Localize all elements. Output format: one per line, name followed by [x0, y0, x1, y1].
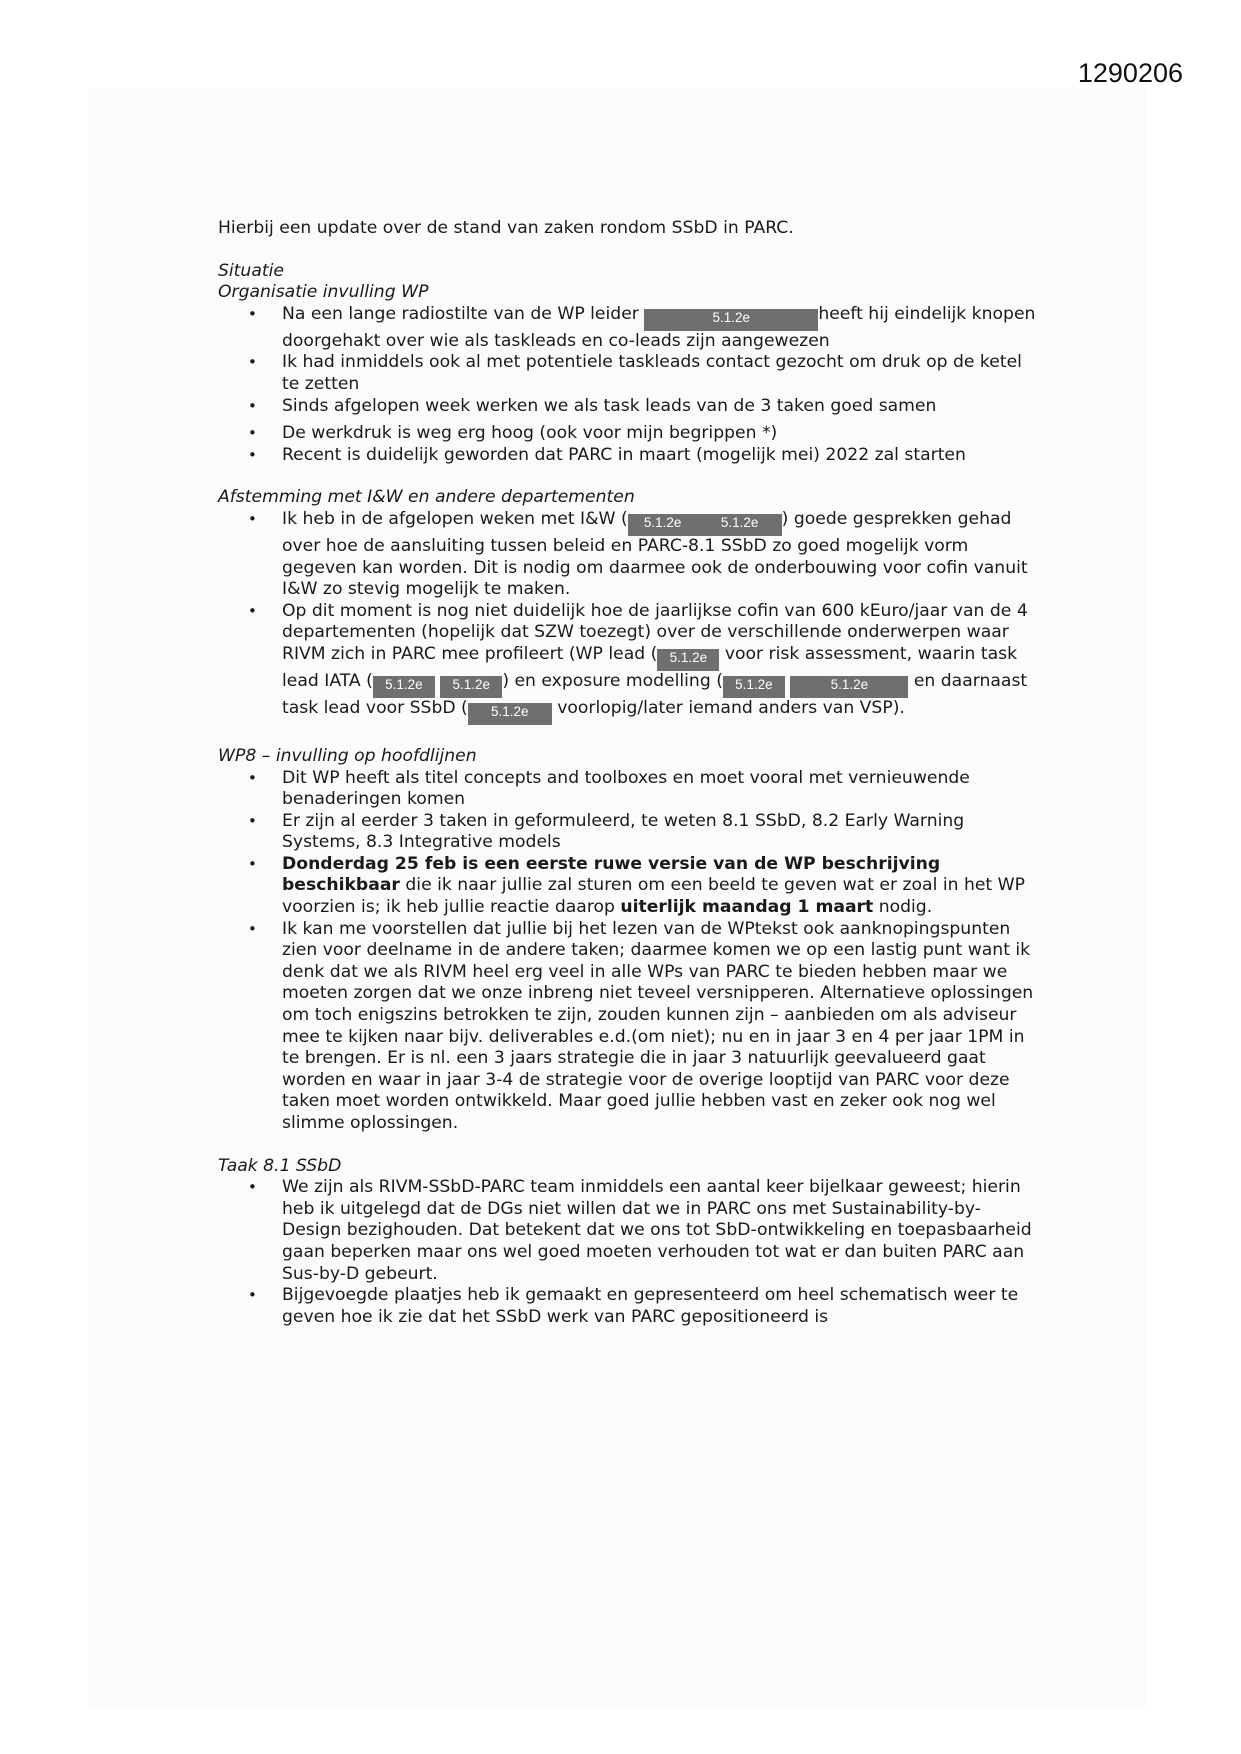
redaction-box: 5.1.2e [698, 514, 782, 536]
list-item: • Ik kan me voorstellen dat jullie bij het lezen van de WPtekst ook aanknopingspunten zien voor deelname in de andere taken; daarmee komen we op een lastig punt want ik denk dat we als RIVM heel erg veel in alle WPs van PARC te bieden hebben maar we moeten zorgen dat we onze inbreng niet teveel versnipperen. Alternatieve oplossingen om toch enigszins betrokken te zijn, zouden kunnen zijn – aanbieden om als adviseur mee te kijken naar bijv. deliverables e.d.(om niet); nu en in jaar 3 en 4 per jaar 1PM in te brengen. Er is nl. een 3 jaars strategie die in jaar 3 natuurlijk geevalueerd gaat worden en waar in jaar 3-4 de strategie voor de overige looptijd van PARC voor deze taken moet worden ontwikkeld. Maar goed jullie hebben vast en zeker ook nog wel slimme oplossingen. [282, 919, 1038, 1135]
redaction-box: 5.1.2e [723, 676, 785, 698]
list-item: • Donderdag 25 feb is een eerste ruwe versie van de WP beschrijving beschikbaar die ik naar jullie zal sturen om een beeld te geven wat er zoal in het WP voorzien is; ik heb jullie reactie daarop uiterlijk maandag 1 maart nodig. [282, 854, 1038, 919]
redaction-box: 5.1.2e [644, 309, 818, 331]
redaction-box: 5.1.2e [468, 703, 552, 725]
document-number: 1290206 [1077, 58, 1183, 88]
redaction-box: 5.1.2e [628, 514, 698, 536]
list-item: • Recent is duidelijk geworden dat PARC in maart (mogelijk mei) 2022 zal starten [282, 445, 1038, 467]
heading-wp8: WP8 – invulling op hoofdlijnen [218, 745, 477, 766]
heading-organisatie: Organisatie invulling WP [218, 282, 429, 303]
redaction-box: 5.1.2e [440, 676, 502, 698]
list-item: • Na een lange radiostilte van de WP leider 5.1.2e heeft hij eindelijk knopen doorgehakt over wie als taskleads en co-leads zijn aangewezen [282, 304, 1038, 353]
list-item: • Sinds afgelopen week werken we als task leads van de 3 taken goed samen [282, 396, 1038, 418]
wp8-list [218, 768, 1038, 1135]
list-item: • Dit WP heeft als titel concepts and toolboxes en moet vooral met vernieuwende benaderingen komen [282, 768, 1038, 811]
document-body [218, 218, 1038, 1328]
heading-taak81: Taak 8.1 SSbD [218, 1155, 342, 1176]
list-item: • We zijn als RIVM-SSbD-PARC team inmiddels een aantal keer bijelkaar geweest; hierin heb ik uitgelegd dat de DGs niet willen dat we in PARC ons met Sustainability-by-Design bezighouden. Dat betekent dat we ons tot SbD-ontwikkeling en toepasbaarheid gaan beperken maar ons wel goed moeten verhouden tot wat er dan buiten PARC aan Sus-by-D gebeurt. [282, 1177, 1038, 1285]
list-item: • De werkdruk is weg erg hoog (ook voor mijn begrippen *) [282, 423, 1038, 445]
list-item: • Er zijn al eerder 3 taken in geformuleerd, te weten 8.1 SSbD, 8.2 Early Warning Systems, 8.3 Integrative models [282, 811, 1038, 854]
list-item: • Op dit moment is nog niet duidelijk hoe de jaarlijkse cofin van 600 kEuro/jaar van de 4 departementen (hopelijk dat SZW toezegt) over de verschillende onderwerpen waar RIVM zich in PARC mee profileert (WP lead ( 5.1.2e voor risk assessment, waarin task lead IATA ( 5.1.2e 5.1.2e ) en exposure modelling ( 5.1.2e 5.1.2e en daarnaast task lead voor SSbD ( 5.1.2e voorlopig/later iemand anders van VSP). [282, 601, 1038, 725]
redaction-box: 5.1.2e [657, 649, 719, 671]
list-item: • Bijgevoegde plaatjes heb ik gemaakt en gepresenteerd om heel schematisch weer te geven hoe ik zie dat het SSbD werk van PARC gepositioneerd is [282, 1285, 1038, 1328]
intro-text: Hierbij een update over de stand van zaken rondom SSbD in PARC. [218, 218, 794, 238]
heading-afstemming: Afstemming met I&W en andere departementen [218, 487, 635, 508]
list-item: • Ik heb in de afgelopen weken met I&W ( 5.1.2e 5.1.2e ) goede gesprekken gehad over hoe de aansluiting tussen beleid en PARC-8.1 SSbD zo goed mogelijk vorm gegeven kan worden. Dit is nodig om daarmee ook de onderbouwing voor cofin vanuit I&W zo stevig mogelijk te maken. [282, 509, 1038, 601]
list-item: • Ik had inmiddels ook al met potentiele taskleads contact gezocht om druk op de ketel te zetten [282, 352, 1038, 395]
heading-situatie: Situatie [218, 260, 284, 281]
redaction-box: 5.1.2e [790, 676, 908, 698]
redaction-box: 5.1.2e [373, 676, 435, 698]
afstemming-list [218, 509, 1038, 725]
taak81-list [218, 1177, 1038, 1328]
organisatie-list [218, 304, 1038, 467]
